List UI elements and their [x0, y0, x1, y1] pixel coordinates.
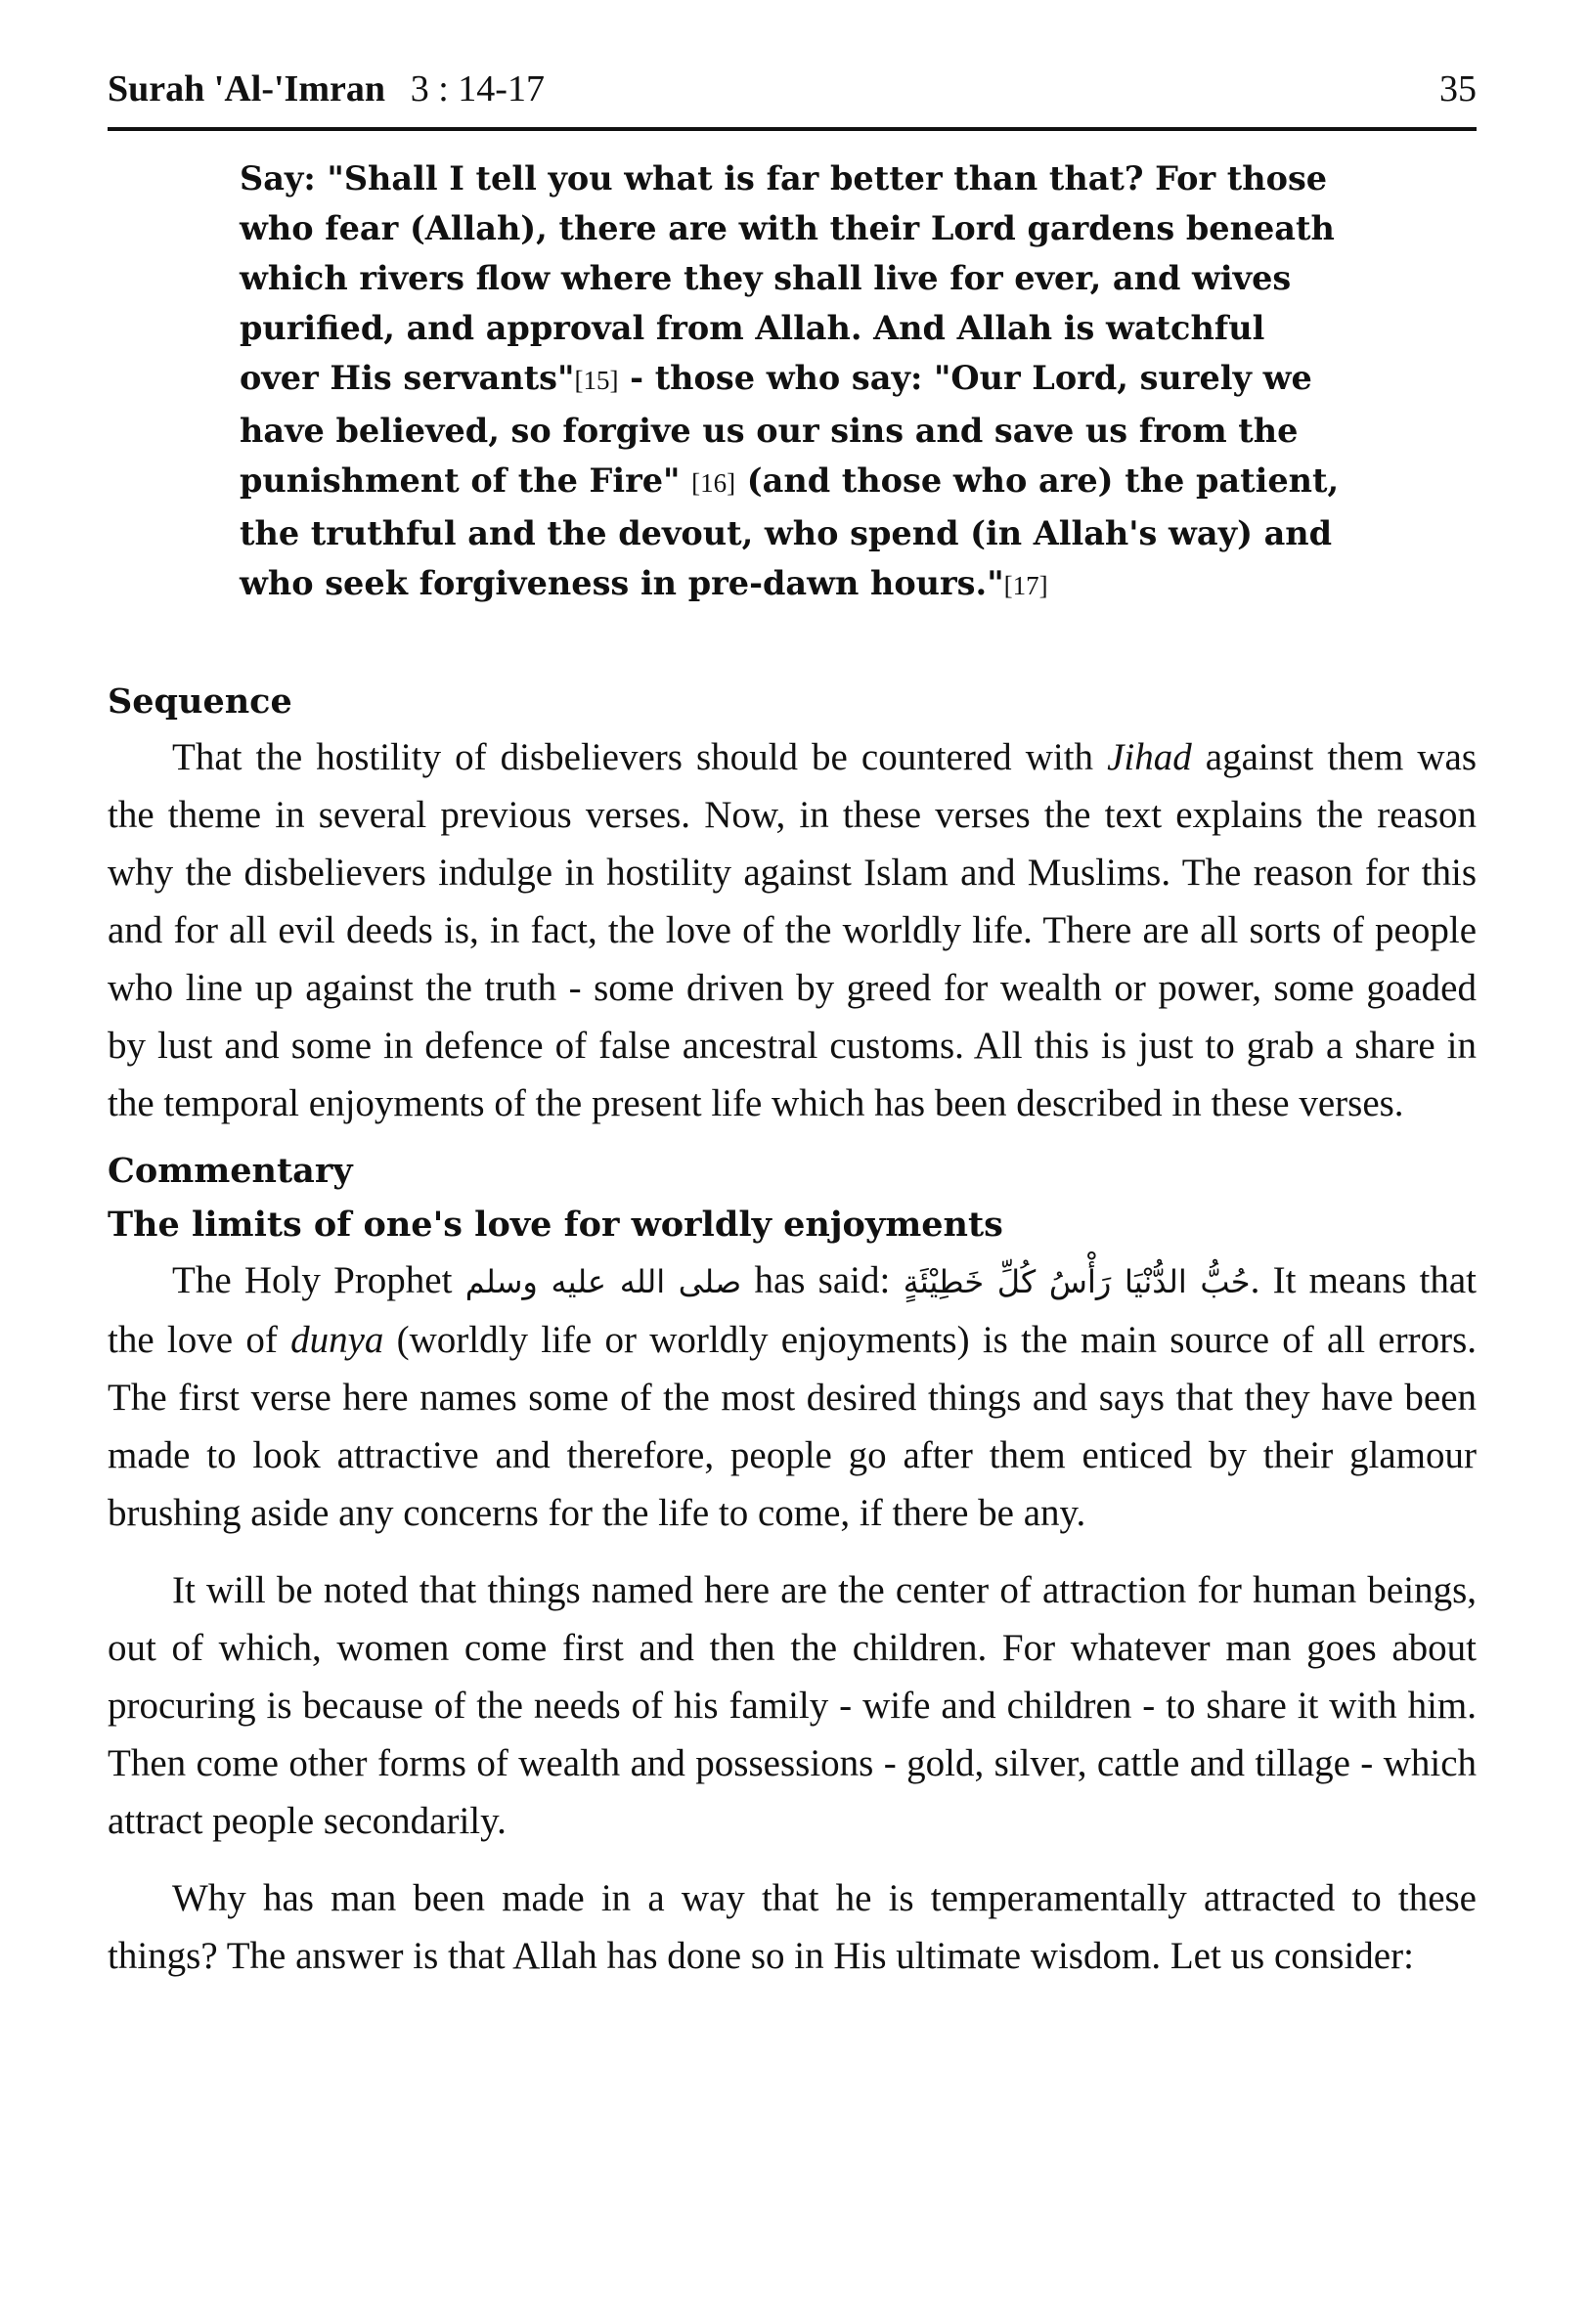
- sequence-text-a: That the hostility of disbelievers should be countered with: [172, 736, 1108, 778]
- sequence-text-b: against them was the theme in several previous verses. Now, in these verses the text explains the reason why the disbelievers indulge in hostility against Islam and Muslims. The reason for this and for all evil deeds is, in fact, the love of the worldly life. There are all sorts of people who line up against the truth - some driven by greed for wealth or power, some goaded by lust and some in defence of false ancestral customs. All this is just to grab a share in the temporal enjoyments of the present life which has been described in these verses.: [108, 736, 1477, 1124]
- dunya-term: dunya: [290, 1319, 384, 1361]
- surah-name: Surah 'Al-'Imran: [108, 68, 385, 110]
- commentary-subheading: The limits of one's love for worldly enjoyments: [108, 1205, 1003, 1245]
- sequence-heading: Sequence: [108, 681, 292, 722]
- header-rule: [108, 127, 1477, 131]
- c1-text-c: . It means that the love of: [108, 1259, 1478, 1361]
- verse-15-number: [15]: [574, 366, 619, 395]
- verse-range: 3 : 14-17: [410, 68, 545, 110]
- verse-translation: [240, 153, 1349, 611]
- verse-15-text: Say: "Shall I tell you what is far better than that? For those who fear (Allah), there are with their Lord gardens beneath which rivers flow where they shall live for ever, and wives purified, and approval from Allah. And Allah is watchful over His servants": [240, 159, 1335, 397]
- hadith-arabic: حُبُّ الدُّنْيَا رَأْسُ كُلِّ خَطِيْئَةٍ: [903, 1263, 1251, 1300]
- jihad-term: Jihad: [1107, 736, 1192, 778]
- commentary-body: [108, 675, 1477, 1985]
- c1-text-a: The Holy Prophet: [172, 1259, 465, 1301]
- commentary-paragraph-3: Why has man been made in a way that he is temperamentally attracted to these things? The answer is that Allah has done so in His ultimate wisdom. Let us consider:: [108, 1877, 1477, 1977]
- commentary-paragraph-1: [108, 1251, 1477, 1542]
- verse-16-number: [16]: [691, 468, 736, 498]
- c1-text-d: (worldly life or worldly enjoyments) is the main source of all errors. The first verse here names some of the most desired things and says that they have been made to look attractive and therefore, people go after them enticed by their glamour brushing aside any concerns for the life to come, if there be any.: [108, 1319, 1477, 1534]
- commentary-paragraph-2: It will be noted that things named here are the center of attraction for human beings, out of which, women come first and then the children. For whatever man goes about procuring is because of the needs of his family - wife and children - to share it with him. Then come other forms of wealth and possessions - gold, silver, cattle and tillage - which attract people secondarily.: [108, 1569, 1477, 1842]
- verse-16-text: - those who say: "Our Lord, surely we have believed, so forgive us our sins and save us from the punishment of the Fire": [240, 359, 1312, 500]
- running-head-title: [108, 65, 545, 113]
- sequence-paragraph: [108, 728, 1477, 1132]
- verse-17-text: (and those who are) the patient, the truthful and the devout, who spend (in Allah's way) and who seek forgiveness in pre-dawn hours.": [240, 461, 1340, 602]
- honorific-arabic: صلى الله عليه وسلم: [464, 1263, 742, 1300]
- commentary-heading: Commentary: [108, 1151, 353, 1191]
- verse-17-number: [17]: [1003, 571, 1048, 600]
- c1-text-b: has said:: [741, 1259, 904, 1301]
- page-number: 35: [1439, 68, 1477, 110]
- running-head: [108, 65, 1477, 113]
